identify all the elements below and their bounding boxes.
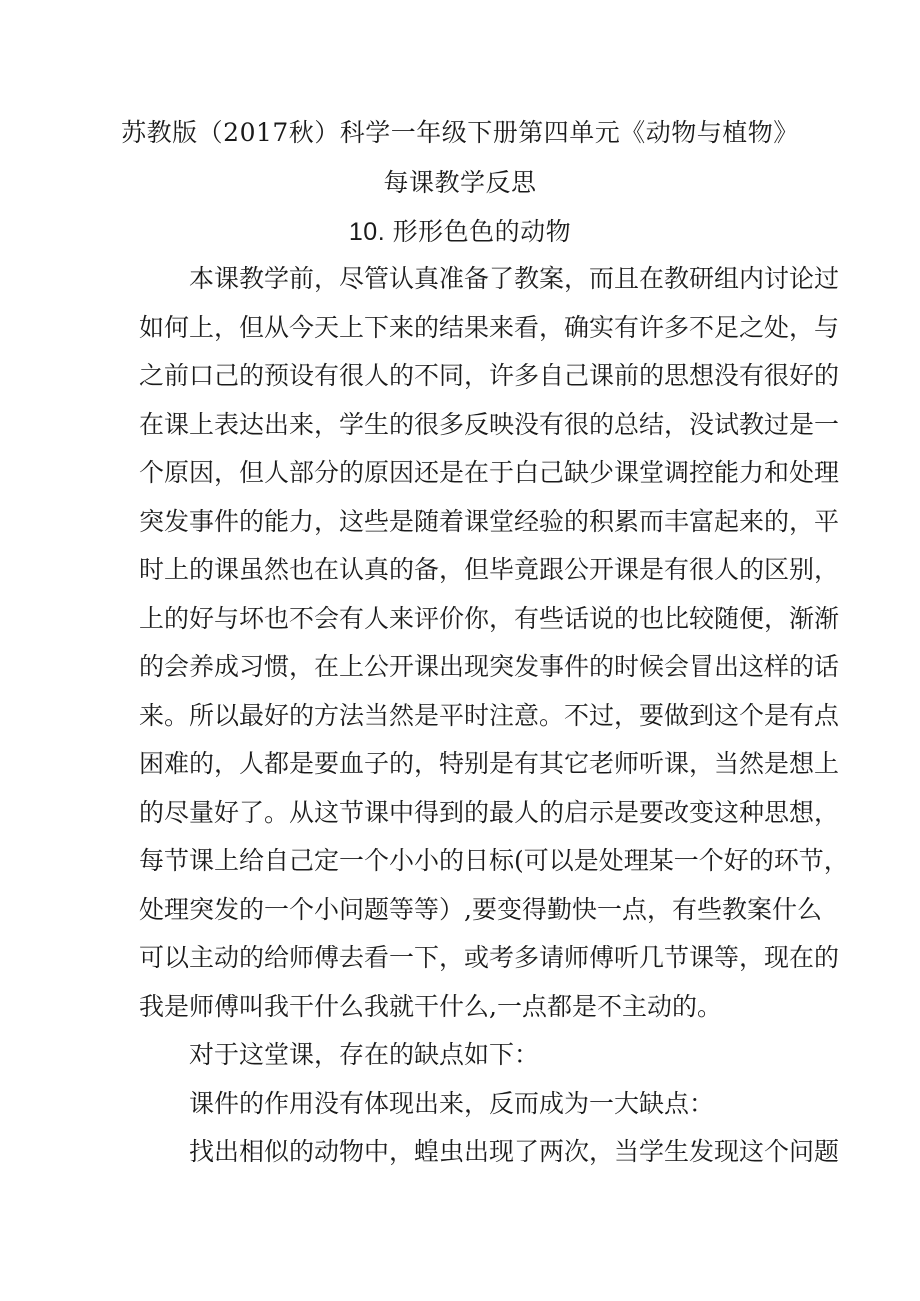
paragraph-line: 个原因，但人部分的原因还是在于白己缺少课堂调控能力和处理: [139, 458, 840, 487]
document-title-line-1: 苏教版（2017秋）科学一年级下册第四单元《动物与植物》: [121, 118, 799, 147]
paragraph-line: 可以主动的给师傅去看一下，或考多请师傅听几节课等，现在的: [139, 943, 840, 972]
paragraph-line: 每节课上给自己定一个小小的日标(可以是处理某一个好的环节，: [139, 846, 849, 875]
paragraph-line: 对于这堂课，存在的缺点如下：: [189, 1040, 540, 1069]
paragraph-line: 困难的，人都是要血子的，特别是有其它老师听课，当然是想上: [139, 749, 840, 778]
paragraph-line: 在课上表达出来，学生的很多反映没有很的总结，没试教过是一: [139, 409, 840, 439]
paragraph-line: 本课教学前，尽管认真准备了教案，而且在教研组内讨论过: [189, 264, 840, 293]
document-body: [139, 255, 849, 1177]
paragraph-line: 来。所以最好的方法当然是平时注意。不过，要做到这个是有点: [139, 700, 840, 730]
paragraph-line: 时上的课虽然也在认真的备，但毕竟跟公开课是有很人的区别，: [139, 555, 840, 584]
paragraph-line: 如何上，但从今天上下来的结果来看，确实有许多不足之处，与: [139, 312, 840, 342]
paragraph-line: 上的好与坏也不会有人来评价你，有些话说的也比较随便，渐渐: [139, 603, 840, 633]
paragraph-line: 找出相似的动物中，蝗虫出现了两次，当学生发现这个问题: [189, 1137, 840, 1166]
paragraph-line: 之前口己的预设有很人的不同，许多自己课前的思想没有很好的: [139, 361, 840, 390]
paragraph-line: 我是师傅叫我干什么我就干什么,一点都是不主动的。: [139, 991, 722, 1021]
paragraph-line: 突发事件的能力，这些是随着课堂经验的积累而丰富起来的，平: [139, 506, 840, 536]
document-title-line-2: 每课教学反思: [383, 168, 537, 197]
paragraph-line: 的会养成习惯，在上公开课出现突发事件的时候会冒出这样的话: [139, 652, 840, 681]
paragraph-line: 处理突发的一个小问题等等）,要变得勤快一点，有些教案什么: [139, 894, 822, 924]
lesson-heading: 10. 形形色色的动物: [348, 218, 572, 246]
paragraph-line: 的尽量好了。从这节课中得到的最人的启示是要改变这种思想，: [139, 797, 840, 827]
paragraph-line: 课件的作用没有体现出来，反而成为一大缺点：: [189, 1088, 715, 1118]
